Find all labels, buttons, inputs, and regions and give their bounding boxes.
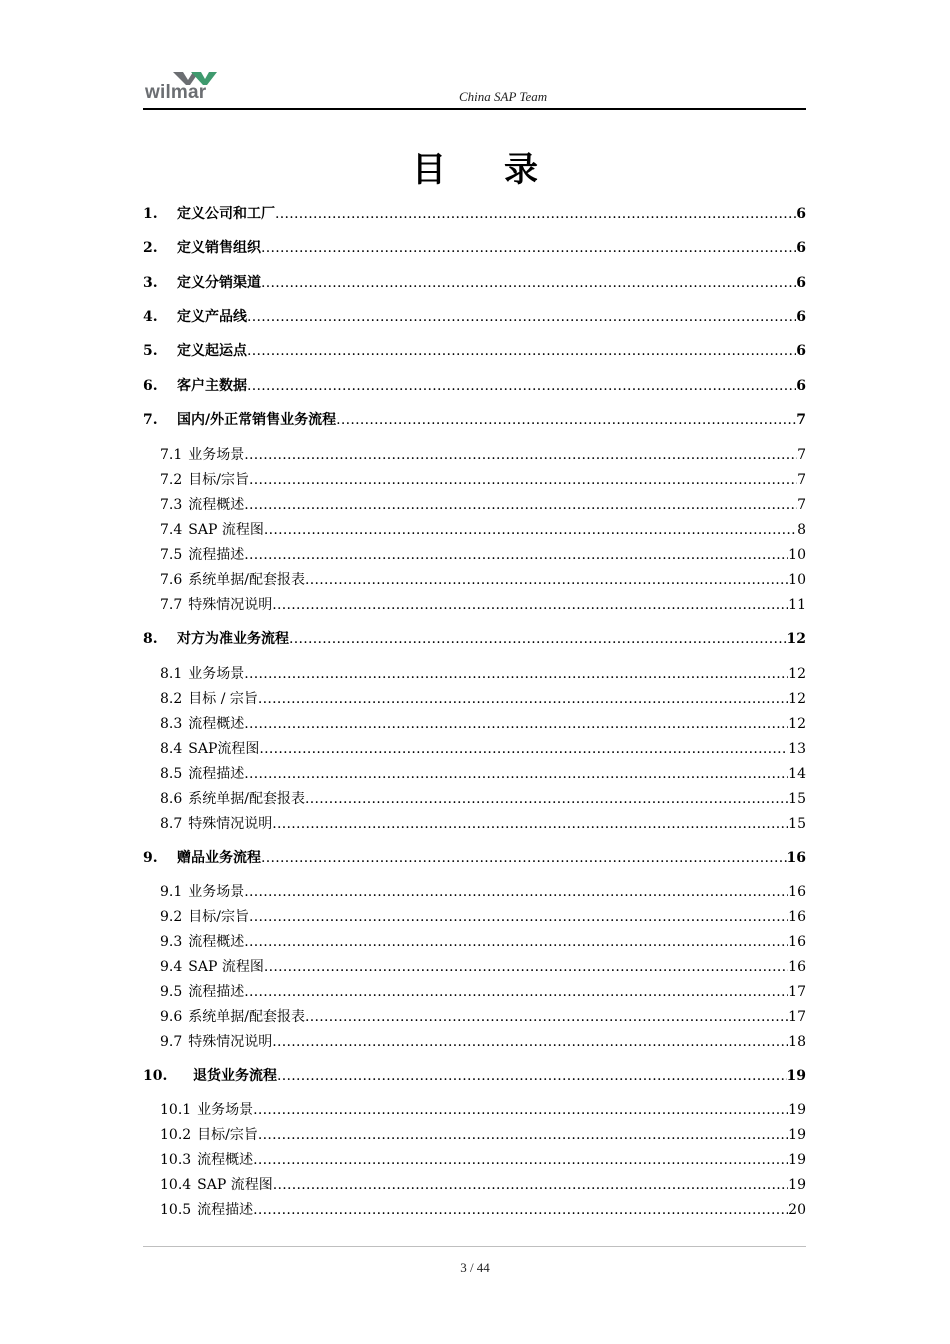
toc-number: 7.7 [160, 597, 183, 613]
toc-leader-dots [247, 378, 796, 394]
toc-leader-dots [253, 1102, 788, 1118]
toc-subentry[interactable] [160, 594, 806, 614]
toc-label: 系统单据/配套报表 [188, 1009, 305, 1025]
toc-entry[interactable] [143, 340, 806, 360]
toc-label: 目标/宗旨 [188, 472, 249, 488]
toc-leader-dots [244, 447, 797, 463]
toc-entry[interactable] [143, 272, 806, 292]
toc-leader-dots [258, 691, 788, 707]
toc-leader-dots [305, 572, 788, 588]
toc-subentry[interactable] [160, 469, 806, 489]
toc-page-number: 7 [797, 447, 806, 463]
toc-subentry[interactable] [160, 1174, 806, 1194]
toc-number: 10.2 [160, 1127, 192, 1143]
title-right-char: 录 [504, 150, 538, 190]
toc-title [0, 142, 950, 191]
toc-label: 流程描述 [197, 1202, 254, 1218]
toc-page-number: 6 [796, 206, 806, 222]
toc-page-number: 17 [788, 1009, 806, 1025]
toc-number: 1. [143, 206, 158, 222]
toc-number: 7.6 [160, 572, 183, 588]
toc-leader-dots [277, 1068, 787, 1084]
toc-label: 赠品业务流程 [177, 850, 261, 866]
toc-page-number: 19 [788, 1152, 806, 1168]
toc-leader-dots [336, 412, 796, 428]
toc-number: 9.4 [160, 959, 183, 975]
toc-page-number: 16 [788, 934, 806, 950]
toc-leader-dots [247, 343, 796, 359]
toc-subentry[interactable] [160, 519, 806, 539]
toc-page-number: 6 [796, 343, 806, 359]
toc-subentry[interactable] [160, 1124, 806, 1144]
toc-page-number: 12 [788, 716, 806, 732]
toc-label: 业务场景 [197, 1102, 254, 1118]
toc-subentry[interactable] [160, 1199, 806, 1219]
toc-page-number: 6 [796, 309, 806, 325]
toc-page-number: 16 [786, 850, 806, 866]
toc-page-number: 7 [797, 472, 806, 488]
toc-number: 10.4 [160, 1177, 192, 1193]
toc-label: 定义起运点 [177, 343, 247, 359]
toc-page-number: 12 [788, 691, 806, 707]
toc-entry[interactable] [143, 237, 806, 257]
toc-number: 8.7 [160, 816, 183, 832]
toc-leader-dots [244, 884, 788, 900]
toc-page-number: 6 [796, 275, 806, 291]
toc-label: 流程描述 [188, 547, 245, 563]
toc-subentry[interactable] [160, 881, 806, 901]
toc-number: 8.4 [160, 741, 183, 757]
toc-number: 10.3 [160, 1152, 192, 1168]
page-indicator: 3 / 44 [460, 1260, 490, 1275]
toc-leader-dots [244, 547, 788, 563]
toc-page-number: 16 [788, 909, 806, 925]
toc-label: 业务场景 [188, 884, 245, 900]
toc-page-number: 6 [796, 240, 806, 256]
toc-leader-dots [258, 1127, 788, 1143]
toc-entry[interactable] [143, 306, 806, 326]
toc-page-number: 12 [788, 666, 806, 682]
toc-label: 系统单据/配套报表 [188, 791, 305, 807]
toc-leader-dots [272, 1034, 788, 1050]
toc-page-number: 19 [788, 1102, 806, 1118]
toc-label: 目标 / 宗旨 [188, 691, 258, 707]
toc-number: 8.2 [160, 691, 183, 707]
toc-number: 10.1 [160, 1102, 192, 1118]
toc-page-number: 8 [797, 522, 806, 538]
toc-label: 退货业务流程 [193, 1068, 277, 1084]
toc-leader-dots [305, 1009, 788, 1025]
toc-subentry[interactable] [160, 813, 806, 833]
toc-page-number: 14 [788, 766, 806, 782]
toc-subentry[interactable] [160, 688, 806, 708]
toc-label: 流程概述 [188, 716, 245, 732]
toc-leader-dots [244, 497, 797, 513]
toc-leader-dots [244, 934, 788, 950]
toc-label: 定义销售组织 [177, 240, 261, 256]
toc-number: 10. [143, 1068, 168, 1084]
toc-subentry[interactable] [160, 788, 806, 808]
toc-number: 8.1 [160, 666, 183, 682]
toc-page-number: 12 [786, 631, 806, 647]
toc-number: 7. [143, 412, 158, 428]
toc-leader-dots [272, 597, 788, 613]
toc-leader-dots [272, 816, 788, 832]
toc-subentry[interactable] [160, 1149, 806, 1169]
toc-subentry[interactable] [160, 544, 806, 564]
toc-entry[interactable] [143, 375, 806, 395]
toc-subentry[interactable] [160, 981, 806, 1001]
toc-label: 特殊情况说明 [188, 816, 273, 832]
footer-divider [143, 1246, 806, 1247]
toc-leader-dots [273, 1177, 788, 1193]
toc-entry[interactable] [143, 1065, 806, 1085]
toc-number: 9.1 [160, 884, 183, 900]
toc-number: 8.3 [160, 716, 183, 732]
toc-label: 目标/宗旨 [188, 909, 249, 925]
toc-label: 国内/外正常销售业务流程 [177, 412, 337, 428]
toc-entry[interactable] [143, 203, 806, 223]
toc-leader-dots [249, 909, 788, 925]
toc-subentry[interactable] [160, 713, 806, 733]
toc-page-number: 16 [788, 884, 806, 900]
toc-page-number: 15 [788, 816, 806, 832]
toc-page-number: 16 [788, 959, 806, 975]
toc-entry[interactable] [143, 847, 806, 867]
toc-leader-dots [253, 1202, 788, 1218]
toc-subentry[interactable] [160, 763, 806, 783]
toc-subentry[interactable] [160, 738, 806, 758]
toc-page-number: 15 [788, 791, 806, 807]
toc-label: SAP 流程图 [188, 522, 264, 538]
toc-page-number: 17 [788, 984, 806, 1000]
toc-leader-dots [247, 309, 796, 325]
toc-leader-dots [261, 850, 787, 866]
toc-page-number: 10 [788, 547, 806, 563]
toc-entry[interactable] [143, 628, 806, 648]
toc-page-number: 7 [796, 412, 806, 428]
toc-leader-dots [289, 631, 787, 647]
toc-leader-dots [264, 522, 797, 538]
toc-number: 9.5 [160, 984, 183, 1000]
toc-label: 特殊情况说明 [188, 1034, 273, 1050]
toc-label: SAP 流程图 [197, 1177, 273, 1193]
toc-label: 流程概述 [188, 934, 245, 950]
toc-page-number: 7 [797, 497, 806, 513]
toc-number: 6. [143, 378, 158, 394]
team-name: China SAP Team [459, 89, 548, 104]
toc-label: 定义分销渠道 [177, 275, 261, 291]
toc-label: 流程描述 [188, 984, 245, 1000]
toc-label: 目标/宗旨 [197, 1127, 258, 1143]
toc-label: 业务场景 [188, 666, 245, 682]
toc-number: 4. [143, 309, 158, 325]
toc-subentry[interactable] [160, 956, 806, 976]
toc-number: 9.2 [160, 909, 183, 925]
toc-number: 8.5 [160, 766, 183, 782]
toc-page-number: 13 [788, 741, 806, 757]
toc-label: 特殊情况说明 [188, 597, 273, 613]
toc-page-number: 11 [788, 597, 806, 613]
toc-leader-dots [305, 791, 788, 807]
toc-subentry[interactable] [160, 494, 806, 514]
logo-text: wilmar [145, 82, 207, 103]
toc-page-number: 6 [796, 378, 806, 394]
toc-number: 10.5 [160, 1202, 192, 1218]
toc-number: 7.2 [160, 472, 183, 488]
toc-entry[interactable] [143, 409, 806, 429]
toc-label: 流程描述 [188, 766, 245, 782]
toc-leader-dots [244, 984, 788, 1000]
toc-number: 5. [143, 343, 158, 359]
toc-label: 流程概述 [188, 497, 245, 513]
toc-number: 9.6 [160, 1009, 183, 1025]
toc-leader-dots [244, 666, 788, 682]
toc-leader-dots [253, 1152, 788, 1168]
toc-leader-dots [261, 275, 796, 291]
toc-number: 8.6 [160, 791, 183, 807]
toc-number: 9. [143, 850, 158, 866]
toc-subentry[interactable] [160, 906, 806, 926]
toc-number: 8. [143, 631, 158, 647]
toc-subentry[interactable] [160, 569, 806, 589]
toc-label: 客户主数据 [177, 378, 247, 394]
toc-label: SAP流程图 [188, 741, 260, 757]
toc-label: 定义产品线 [177, 309, 247, 325]
title-left-char: 目 [412, 150, 446, 190]
toc-label: 系统单据/配套报表 [188, 572, 305, 588]
toc-page-number: 10 [788, 572, 806, 588]
toc-leader-dots [259, 741, 788, 757]
toc-leader-dots [244, 716, 788, 732]
toc-page-number: 20 [788, 1202, 806, 1218]
toc-number: 9.3 [160, 934, 183, 950]
toc-page-number: 19 [786, 1068, 806, 1084]
toc-label: SAP 流程图 [188, 959, 264, 975]
toc-label: 业务场景 [188, 447, 245, 463]
toc-subentry[interactable] [160, 663, 806, 683]
page-header [143, 64, 806, 110]
toc-subentry[interactable] [160, 931, 806, 951]
toc-number: 7.1 [160, 447, 183, 463]
toc-subentry[interactable] [160, 1099, 806, 1119]
toc-leader-dots [249, 472, 797, 488]
toc-number: 7.5 [160, 547, 183, 563]
toc-subentry[interactable] [160, 1006, 806, 1026]
toc-leader-dots [244, 766, 788, 782]
toc-number: 9.7 [160, 1034, 183, 1050]
toc-label: 定义公司和工厂 [177, 206, 275, 222]
toc-leader-dots [275, 206, 796, 222]
toc-page-number: 19 [788, 1177, 806, 1193]
toc-page-number: 19 [788, 1127, 806, 1143]
wilmar-logo [143, 68, 223, 108]
toc-page-number: 18 [788, 1034, 806, 1050]
toc-label: 对方为准业务流程 [177, 631, 289, 647]
toc-leader-dots [261, 240, 796, 256]
toc-subentry[interactable] [160, 444, 806, 464]
toc-leader-dots [264, 959, 788, 975]
toc-label: 流程概述 [197, 1152, 254, 1168]
toc-number: 7.4 [160, 522, 183, 538]
toc-number: 2. [143, 240, 158, 256]
toc-number: 3. [143, 275, 158, 291]
toc-number: 7.3 [160, 497, 183, 513]
toc-subentry[interactable] [160, 1031, 806, 1051]
